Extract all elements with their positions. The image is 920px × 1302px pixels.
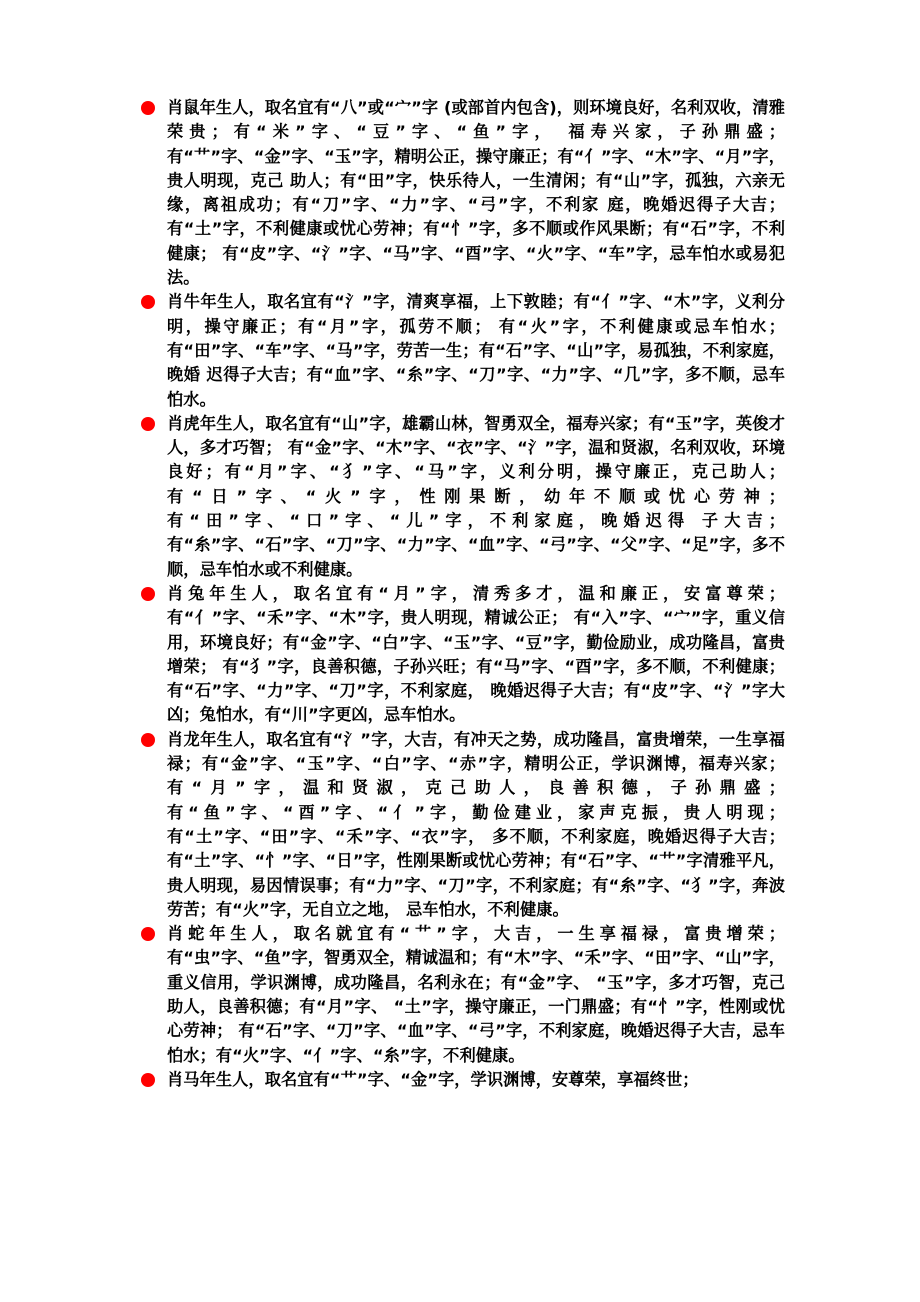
red-bullet-icon — [141, 295, 155, 309]
list-item-tiger — [140, 412, 785, 582]
list-item-text: 肖龙年生人，取名宜有“氵”字，大吉，有冲天之势，成功隆昌，富贵增荣，一生享福禄；有“金”字、“玉”字、“白”字、“赤”字，精明公正，学识渊博，福寿兴家；有“月”字，温和贤淑，克己助人，良善积德，子孙鼎盛；有“鱼”字、“酉”字、“亻”字，勤俭建业，家声克振，贵人明现；有“土”字、“田”字、“禾”字、“衣”字， 多不顺，不利家庭，晚婚迟得子大吉；有“土”字、“忄”字、“日”字，性刚果断或忧心劳神；有“石”字、“艹”字清雅平凡， 贵人明现，易因情误事；有“力”字、“刀”字，不利家庭；有“糸”字、“犭”字，奔波劳苦；有“火”字，无自立之地， 忌车怕水，不利健康。 — [167, 729, 785, 919]
red-bullet-icon — [141, 733, 155, 747]
list-item-rat — [140, 96, 785, 290]
list-item-ox — [140, 290, 785, 411]
list-item-text: 肖牛年生人，取名宜有“氵”字，清爽享福，上下敦睦；有“亻”字、“木”字，义利分明，操守廉正；有“月”字，孤劳不顺； 有“火”字，不利健康或忌车怕水；有“田”字、“车”字、“马”字，劳苦一生；有“石”字、“山”字，易孤独，不利家庭，晚婚 迟得子大吉；有“血”字、“糸”字、“刀”字、“力”字、“几”字，多不顺，忌车怕水。 — [167, 292, 785, 409]
red-bullet-icon — [141, 101, 155, 115]
list-item-text: 肖兔年生人，取名宜有“月”字，清秀多才，温和廉正，安富尊荣；有“亻”字、“禾”字、“木”字，贵人明现，精诚公正； 有“入”字、“宀”字，重义信用，环境良好；有“金”字、“白”字、“玉”字、“豆”字，勤俭励业，成功隆昌，富贵增荣； 有“犭”字，良善积德，子孙兴旺；有“马”字、“酉”字，多不顺，不利健康；有“石”字、“力”字、“刀”字，不利家庭， 晚婚迟得子大吉；有“皮”字、“氵”字大凶；兔怕水，有“川”字更凶，忌车怕水。 — [167, 583, 785, 725]
list-item-text: 肖虎年生人，取名宜有“山”字，雄霸山林，智勇双全，福寿兴家；有“玉”字，英俊才人，多才巧智； 有“金”字、“木”字、“衣”字、“氵”字，温和贤淑，名利双收，环境良好；有“月”字、“犭”字、“马”字，义利分明，操守廉正，克己助人；有“日”字、“火”字，性刚果断，幼年不顺或忧心劳神；有“田”字、“口”字、“儿”字，不利家庭，晚婚迟得 子大吉；有“糸”字、“石”字、“刀”字、“力”字、“血”字、“弓”字、“父”字、“足”字，多不顺，忌车怕水或不利健康。 — [167, 413, 785, 579]
list-item-text: 肖鼠年生人，取名宜有“八”或“宀”字 (或部首内包含)，则环境良好，名利双收，清雅荣贵；有“米”字、“豆”字、“鱼”字， 福寿兴家，子孙鼎盛；有“艹”字、“金”字、“玉”字，精明公正，操守廉正；有“亻”字、“木”字、“月”字，贵人明现，克己 助人；有“田”字，快乐待人，一生清闲；有“山”字，孤独，六亲无缘，离祖成功；有“刀”字、“力”字、“弓”字，不利家 庭，晚婚迟得子大吉；有“土”字，不利健康或忧心劳神；有“忄”字，多不顺或作风果断；有“石”字，不利健康； 有“皮”字、“氵”字、“马”字、“酉”字、“火”字、“车”字，忌车怕水或易犯法。 — [167, 98, 785, 288]
list-item-rabbit — [140, 582, 785, 728]
red-bullet-icon — [141, 927, 155, 941]
red-bullet-icon — [141, 1073, 155, 1087]
red-bullet-icon — [141, 417, 155, 431]
list-item-dragon — [140, 728, 785, 922]
list-item-text: 肖蛇年生人，取名就宜有“艹”字，大吉，一生享福禄，富贵增荣；有“虫”字、“鱼”字，智勇双全，精诚温和；有“木”字、“禾”字、“田”字、“山”字，重义信用，学识渊博，成功隆昌，名利永在；有“金”字、 “玉”字，多才巧智，克己助人，良善积德；有“月”字、 “土”字，操守廉正，一门鼎盛；有“忄”字，性刚或忧心劳神； 有“石”字、“刀”字、“血”字、“弓”字，不利家庭，晚婚迟得子大吉，忌车怕水；有“火”字、“亻”字、“糸”字，不利健康。 — [167, 924, 785, 1065]
list-item-snake — [140, 922, 785, 1068]
list-item-text: 肖马年生人，取名宜有“艹”字、“金”字，学识渊博，安尊荣，享福终世； — [167, 1069, 699, 1089]
list-item-horse — [140, 1068, 785, 1092]
zodiac-naming-list — [140, 96, 785, 1092]
red-bullet-icon — [141, 587, 155, 601]
